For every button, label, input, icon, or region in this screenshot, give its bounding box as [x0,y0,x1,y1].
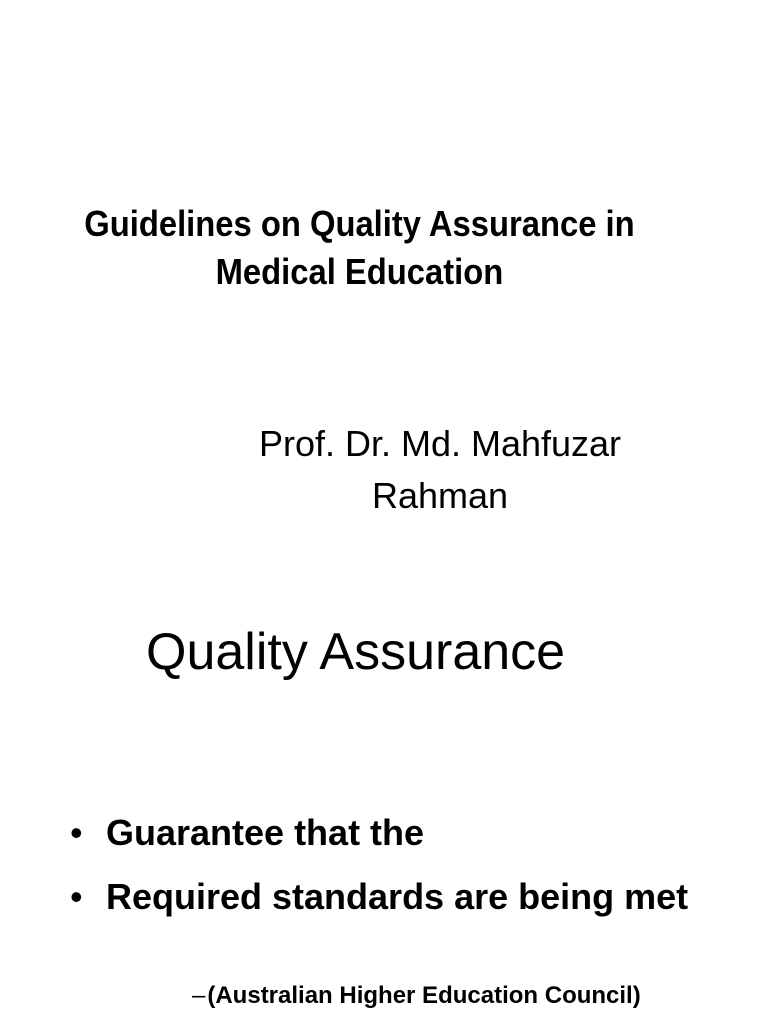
bullet-icon: • [70,812,83,853]
attribution [192,980,641,1012]
bullet-text: Required standards are being met [106,876,689,917]
list-item [70,810,750,856]
bullet-list [70,810,750,938]
bullet-icon: • [70,876,83,917]
bullet-text: Guarantee that the [106,812,425,853]
author-name [150,418,730,522]
author-line-2: Rahman [371,475,509,516]
attribution-text: (Australian Higher Education Council) [207,982,641,1009]
title-line-1: Guidelines on Quality Assurance in [84,203,635,244]
list-item [70,874,750,920]
section-heading: Quality Assurance [146,623,566,681]
document-title [0,200,719,296]
author-line-1: Prof. Dr. Md. Mahfuzar [258,423,622,464]
dash-icon: – [192,982,206,1009]
title-line-2: Medical Education [215,251,504,292]
